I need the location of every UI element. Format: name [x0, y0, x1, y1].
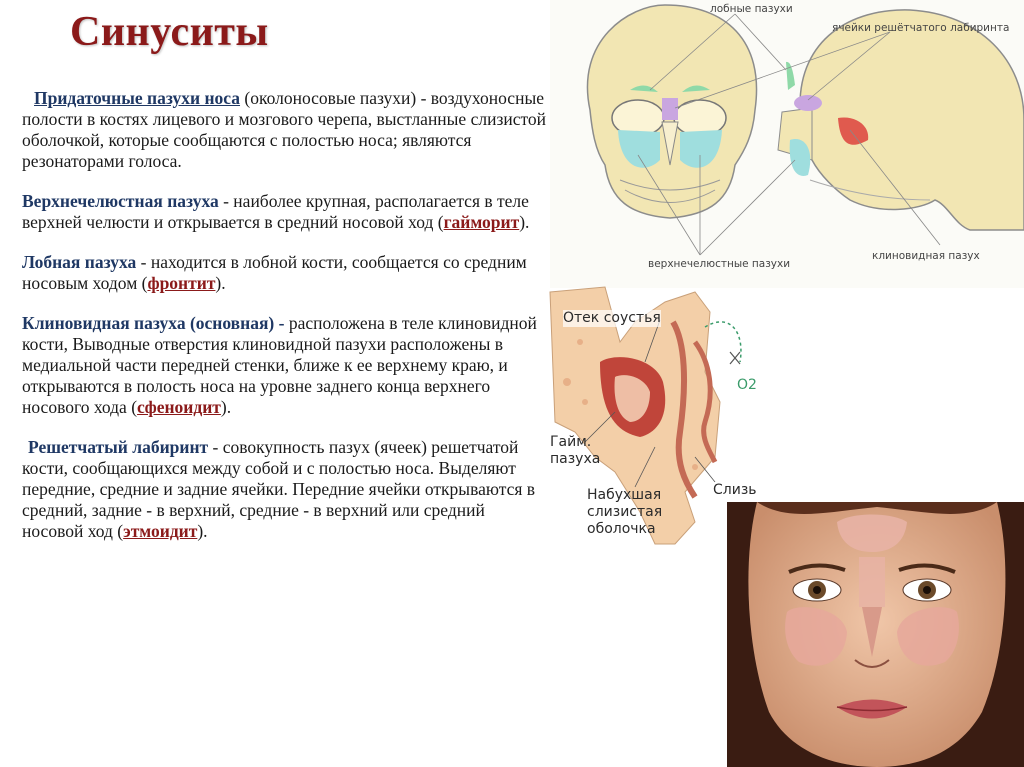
term-frontal-sinus: Лобная пазуха	[22, 252, 137, 272]
paragraph-text: ).	[215, 273, 226, 293]
paragraph-text: - совокупность пазух (ячеек) решетчатой кости, сообщающихся между собой и с полостью носа. Выделяют передние, средние и задние ячейки. Передние ячейки открываются в средний, задние - в верхний, средние - в верхний или средний носовой ход (	[22, 437, 536, 541]
label-swollen-mucosa: Набухшая слизистая оболочка	[587, 487, 663, 537]
label-edema-ostium: Отек соустья	[563, 310, 661, 326]
term-ethmoid-labyrinth: Решетчатый лабиринт	[28, 437, 209, 457]
paragraph-text: ).	[519, 212, 530, 232]
skull-illustration	[550, 0, 1024, 288]
figure-skull-sinuses	[550, 0, 1024, 288]
text-column	[22, 88, 547, 561]
paragraph-text: (околоносовые пазухи) - воздухоносные полости в костях лицевого и мозгового черепа, выстланные слизистой оболочкой, которые сообщаются с полостью носа; являются резонаторами голоса.	[22, 88, 547, 171]
label-maxillary-sinus: Гайм. пазуха	[550, 434, 601, 467]
term-paranasal-sinuses: Придаточные пазухи носа	[34, 88, 241, 108]
disease-ethmoiditis: этмоидит	[123, 521, 198, 541]
face-illustration	[727, 502, 1024, 767]
term-sphenoid-sinus: Клиновидная пазуха (основная) -	[22, 313, 285, 333]
label-maxillary-sinuses: верхнечелюстные пазухи	[648, 258, 791, 270]
paragraph-text: - находится в лобной кости, сообщается со средним носовым ходом (	[22, 252, 527, 293]
paragraph-text: ).	[197, 521, 208, 541]
label-frontal-sinuses: лобные пазухи	[710, 3, 793, 15]
paragraph-maxillary-sinus	[22, 191, 547, 233]
label-o2: O2	[737, 377, 757, 393]
paragraph-frontal-sinus	[22, 252, 547, 294]
paragraph-paranasal-sinuses	[22, 88, 547, 172]
figure-face-sinuses	[727, 502, 1024, 767]
disease-maxillary-sinusitis: гайморит	[443, 212, 520, 232]
label-ethmoid-cells: ячейки решётчатого лабиринта	[832, 22, 1010, 34]
paragraph-sphenoid-sinus	[22, 313, 547, 418]
disease-frontal-sinusitis: фронтит	[147, 273, 216, 293]
paragraph-ethmoid-labyrinth	[22, 437, 547, 542]
slide-title: Синуситы	[70, 9, 269, 55]
label-sphenoid-sinus: клиновидная пазух	[872, 250, 980, 262]
term-maxillary-sinus: Верхнечелюстная пазуха	[22, 191, 219, 211]
paragraph-text: ).	[220, 397, 232, 417]
disease-sphenoiditis: сфеноидит	[137, 397, 221, 417]
label-mucus: Слизь	[713, 482, 757, 498]
paragraph-text: расположена в теле клиновидной кости, Выводные отверстия клиновидной пазухи расположены в медиальной части передней стенки, ближе к ее верхнему краю, и открываются в полость носа на уровне заднего конца верхнего носового хода (	[22, 313, 537, 417]
paragraph-text: - наиболее крупная, располагается в теле верхней челюсти и открывается в средний носовой ход (	[22, 191, 529, 232]
